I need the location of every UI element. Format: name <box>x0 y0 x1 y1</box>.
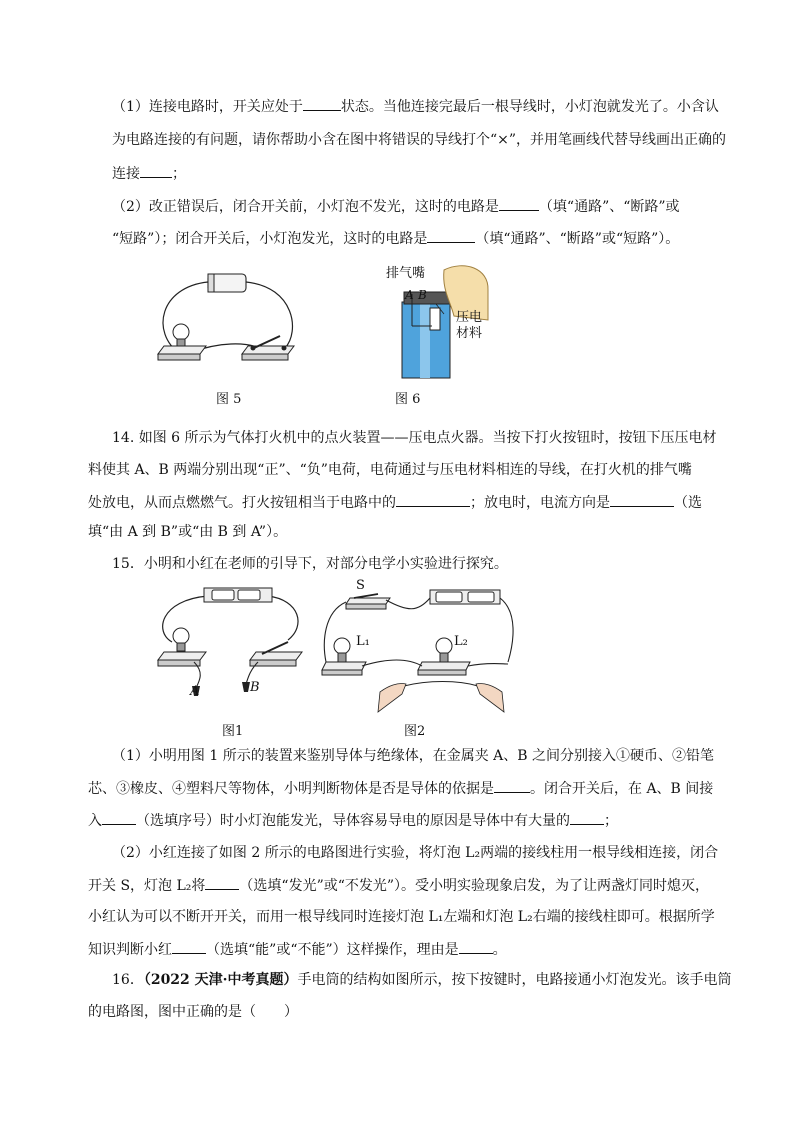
q16-line2: 的电路图，图中正确的是（ ） <box>88 1004 298 1020</box>
q14-line3: 处放电，从而点燃燃气。打火按钮相当于电路中的 ；放电时，电流方向是 （选 <box>88 492 702 513</box>
q15-part2-line4: 知识判断小红 （选填“能”或“不能”）这样操作，理由是 。 <box>88 939 507 960</box>
answer-blank[interactable] <box>499 196 539 211</box>
figure-1-label-a: A <box>190 684 200 699</box>
figure-6-caption: 图 6 <box>395 392 421 407</box>
answer-blank[interactable] <box>303 96 341 111</box>
figure-5-circuit <box>150 262 300 372</box>
answer-blank[interactable] <box>205 875 239 890</box>
q14-line1: 14. 如图 6 所示为气体打火机中的点火装置——压电点火器。当按下打火按钮时，按钮下压压电材 <box>112 430 717 446</box>
figure-1-label-b: B <box>250 680 260 695</box>
q15-part2-line1: （2）小红连接了如图 2 所示的电路图进行实验，将灯泡 L₂两端的接线柱用一根导线相连接，闭合 <box>112 845 719 861</box>
figure-5-caption: 图 5 <box>216 392 242 407</box>
q16-line1: 16．（2022 天津·中考真题）手电筒的结构如图所示，按下按键时，电路接通小灯泡发光。该手电筒 <box>112 972 732 988</box>
q16-source: （2022 天津·中考真题） <box>143 972 298 988</box>
q14-line2: 料使其 A、B 两端分别出现“正”、“负”电荷，电荷通过与压电材料相连的导线，在打火机的排气嘴 <box>88 462 692 478</box>
figure-2-label-s: S <box>356 578 365 593</box>
answer-blank[interactable] <box>610 492 674 507</box>
figure-1-caption: 图1 <box>222 724 244 739</box>
figure-1-circuit <box>150 582 310 702</box>
figure-6-label-material: 压电材料 <box>456 310 483 341</box>
q15-part1-line2: 芯、③橡皮、④塑料尺等物体，小明判断物体是否是导体的依据是 。闭合开关后，在 A、B 间接 <box>88 778 713 799</box>
q15-part2-line2: 开关 S，灯泡 L₂将 （选填“发光”或“不发光”）。受小明实验现象启发，为了让两盏灯同时熄灭， <box>88 875 709 896</box>
figure-2-circuit <box>318 582 518 722</box>
q13-part2-line2: “短路”）；闭合开关后，小灯泡发光，这时的电路是 （填“通路”、“断路”或“短路”）。 <box>112 228 679 249</box>
q14-line4: 填“由 A 到 B”或“由 B 到 A”）。 <box>88 524 288 540</box>
figure-2-label-l2: L₂ <box>454 634 468 649</box>
figure-6-label-b: B <box>418 288 427 302</box>
answer-blank[interactable] <box>494 778 530 793</box>
q13-part2-line1: （2）改正错误后，闭合开关前，小灯泡不发光，这时的电路是 （填“通路”、“断路”或 <box>112 196 680 217</box>
q13-part1-line3: 连接 ； <box>112 163 186 184</box>
answer-blank[interactable] <box>427 228 475 243</box>
answer-blank[interactable] <box>140 163 172 178</box>
answer-blank[interactable] <box>570 810 604 825</box>
q13-part1-line1: （1）连接电路时，开关应处于 状态。当他连接完最后一根导线时，小灯泡就发光了。小含认 <box>112 96 719 117</box>
q15-part1-line1: （1）小明用图 1 所示的装置来鉴别导体与绝缘体，在金属夹 A、B 之间分别接入①硬币、②铅笔 <box>112 748 715 764</box>
answer-blank[interactable] <box>459 939 493 954</box>
q13-part1-line2: 为电路连接的有问题，请你帮助小含在图中将错误的导线打个“×”，并用笔画线代替导线画出正确的 <box>112 132 727 148</box>
figure-6-label-a: A <box>405 288 414 302</box>
figure-2-label-l1: L₁ <box>356 634 370 649</box>
q15-part1-line3: 入 （选填序号）时小灯泡能发光，导体容易导电的原因是导体中有大量的 ； <box>88 810 618 831</box>
answer-blank[interactable] <box>396 492 470 507</box>
answer-blank[interactable] <box>172 939 206 954</box>
answer-blank[interactable] <box>102 810 136 825</box>
figure-2-caption: 图2 <box>404 724 426 739</box>
q15-part2-line3: 小红认为可以不断开开关，而用一根导线同时连接灯泡 L₁左端和灯泡 L₂右端的接线柱即可。根据所学 <box>88 909 715 925</box>
q15-intro: 15．小明和小红在老师的引导下，对部分电学小实验进行探究。 <box>112 556 508 572</box>
figure-6-label-exhaust: 排气嘴 <box>386 266 426 281</box>
